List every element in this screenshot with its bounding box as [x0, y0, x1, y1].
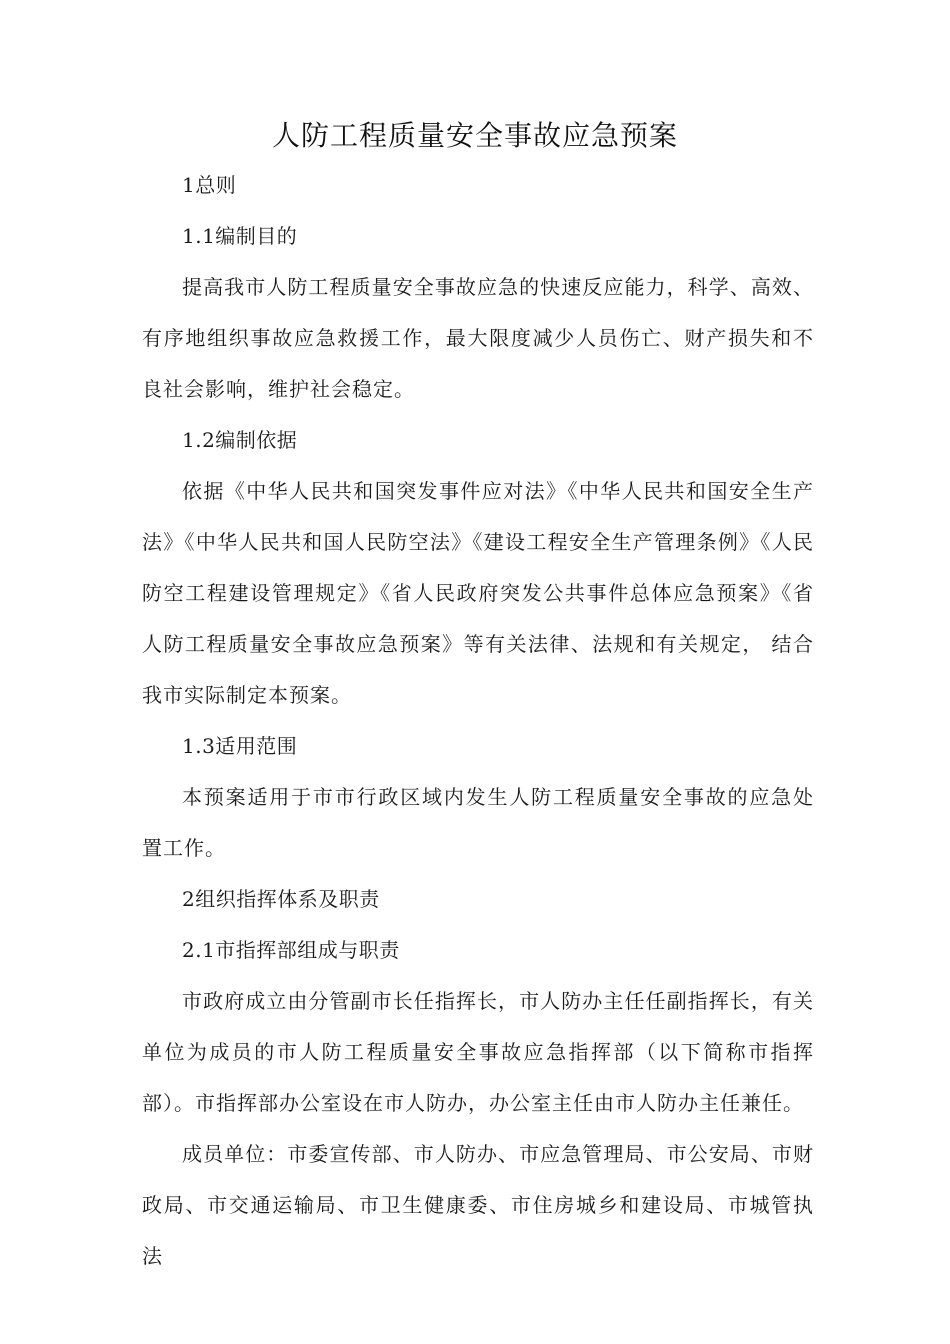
section-heading-1-3: 1.3适用范围 — [182, 734, 298, 758]
section-heading-1-1: 1.1编制目的 — [182, 224, 298, 248]
body-paragraph-purpose: 提高我市人防工程质量安全事故应急的快速反应能力，科学、高效、 有序地组织事故应急救援工作，最大限度减少人员伤亡、财产损失和不 良社会影响，维护社会稳定。 — [142, 275, 814, 401]
body-paragraph-members: 成员单位：市委宣传部、市人防办、市应急管理局、市公安局、市财 政局、市交通运输局、市卫生健康委、市住房城乡和建设局、市城管执 法 — [142, 1142, 814, 1268]
body-paragraph-basis: 依据《中华人民共和国突发事件应对法》《中华人民共和国安全生产法》《中华人民共和国人民防空法》《建设工程安全生产管理条例》《人民防空工程建设管理规定》《省人民政府突发公共事件总体应急预案》《省人防工程质量安全事故应急预案》等有关法律、法规和有关规定， 结合我市实际制定本预案。 — [142, 479, 814, 707]
body-paragraph-command: 市政府成立由分管副市长任指挥长，市人防办主任任副指挥长，有关 单位为成员的市人防工程质量安全事故应急指挥部（以下简称市指挥 部）。市指挥部办公室设在市人防办，办公室主任由市人防办主任兼任。 — [142, 989, 814, 1115]
document-body — [142, 160, 814, 1282]
section-heading-1-2: 1.2编制依据 — [182, 428, 298, 452]
section-heading-2: 2组织指挥体系及职责 — [182, 887, 380, 911]
document-title: 人防工程质量安全事故应急预案 — [271, 119, 678, 152]
body-paragraph-scope: 本预案适用于市市行政区域内发生人防工程质量安全事故的应急处 置工作。 — [142, 785, 814, 860]
section-heading-2-1: 2.1市指挥部组成与职责 — [182, 938, 400, 962]
section-heading-1: 1总则 — [182, 173, 237, 197]
